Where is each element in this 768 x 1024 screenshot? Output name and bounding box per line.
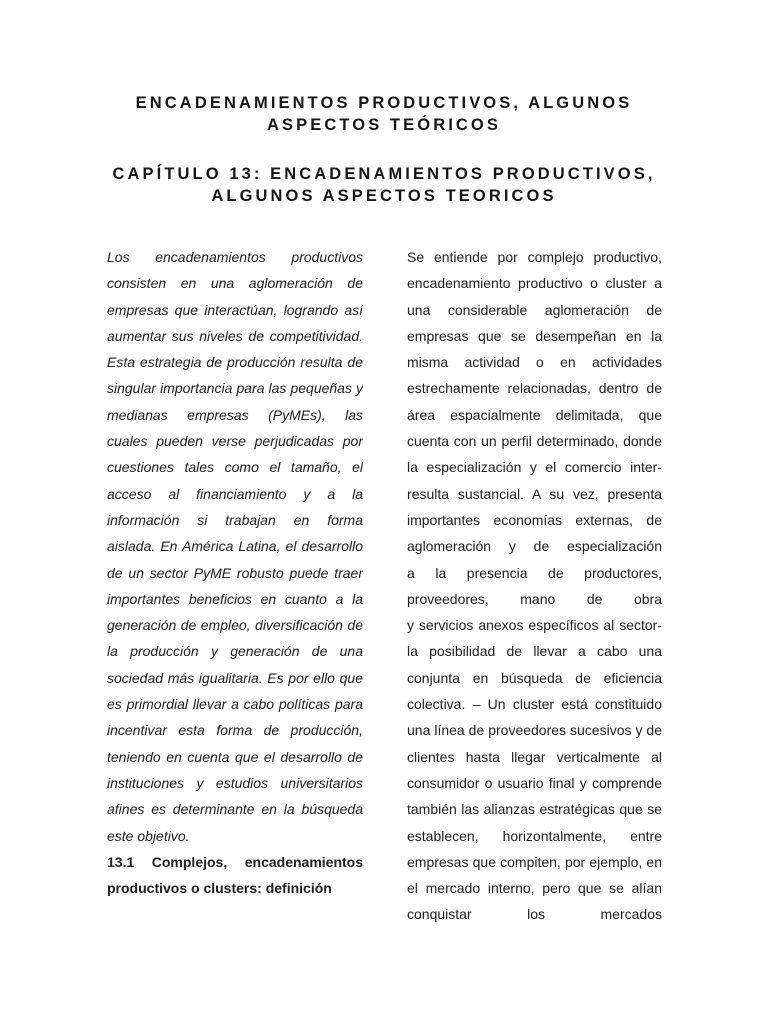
text-line: encadenamiento productivo o cluster a (407, 275, 662, 292)
text-line: teniendo en cuenta que el desarrollo de (107, 748, 363, 765)
text-line: conquistar los mercados (407, 906, 662, 923)
text-line: proveedores, mano de obra (407, 590, 662, 607)
chapter-title-line-2: ALGUNOS ASPECTOS TEORICOS (211, 187, 557, 205)
text-line: una línea de proveedores sucesivos y de (407, 722, 662, 739)
text-line: empresas que se desempeñan en la (407, 327, 662, 344)
section-heading-line-1: 13.1 Complejos, encadenamientos (107, 853, 363, 870)
text-line: consisten en una aglomeración de (107, 275, 363, 292)
text-line: importantes economías externas, de (407, 511, 662, 528)
text-line: empresas que compiten, por ejemplo, en (407, 853, 662, 870)
text-line: incentivar esta forma de producción, (107, 722, 363, 739)
text-line: importantes beneficios en cuanto a la (107, 590, 363, 607)
text-line: singular importancia para las pequeñas y (107, 380, 363, 397)
text-line: medianas empresas (PyMEs), las (107, 406, 363, 423)
text-line: de un sector PyME robusto puede traer (107, 564, 363, 581)
text-line: aumentar sus niveles de competitividad. (107, 327, 363, 344)
text-line: este objetivo. (107, 827, 190, 844)
text-line: resulta sustancial. A su vez, presenta (407, 485, 662, 502)
document-title-line-1: ENCADENAMIENTOS PRODUCTIVOS, ALGUNOS (135, 94, 633, 112)
text-line: la especialización y el comercio inter- (407, 459, 662, 476)
left-text-column (107, 244, 363, 901)
text-line: área espacialmente delimitada, que (407, 406, 662, 423)
text-line: también las alianzas estratégicas que se (407, 801, 662, 818)
text-line: una considerable aglomeración de (407, 301, 662, 318)
text-line: cuestiones tales como el tamaño, el (107, 459, 363, 476)
text-line: generación de empleo, diversificación de (107, 617, 363, 634)
text-line: establecen, horizontalmente, entre (407, 827, 662, 844)
text-line: aglomeración y de especialización (407, 538, 662, 555)
text-line: instituciones y estudios universitarios (107, 774, 363, 791)
text-line: cuenta con un perfil determinado, donde (407, 433, 662, 450)
text-line: consumidor o usuario final y comprende (407, 774, 662, 791)
text-line: información si trabajan en forma (107, 511, 363, 528)
right-text-column (407, 244, 662, 928)
text-line: clientes hasta llegar verticalmente al (407, 748, 662, 765)
text-line: a la presencia de productores, (407, 564, 662, 581)
document-title-line-2: ASPECTOS TEÓRICOS (267, 116, 501, 134)
text-line: afines es determinante en la búsqueda (107, 801, 363, 818)
text-line: el mercado interno, pero que se alían (407, 880, 662, 897)
text-line: aislada. En América Latina, el desarrollo (107, 538, 363, 555)
text-line: misma actividad o en actividades (407, 354, 662, 371)
text-line: conjunta en búsqueda de eficiencia (407, 669, 662, 686)
text-line: la producción y generación de una (107, 643, 363, 660)
text-line: y servicios anexos específicos al sector- (407, 617, 662, 634)
text-line: Se entiende por complejo productivo, (407, 249, 662, 265)
text-line: Los encadenamientos productivos (107, 249, 363, 265)
chapter-title (0, 163, 768, 207)
text-line: colectiva. – Un cluster está constituido (407, 696, 662, 713)
text-line: sociedad más igualitaria. Es por ello que (107, 669, 363, 686)
text-line: la posibilidad de llevar a cabo una (407, 643, 662, 660)
text-line: es primordial llevar a cabo políticas para (107, 696, 363, 713)
chapter-title-line-1: CAPÍTULO 13: ENCADENAMIENTOS PRODUCTIVOS, (112, 165, 656, 183)
text-line: acceso al financiamiento y a la (107, 485, 363, 502)
document-title (0, 92, 768, 136)
text-line: Esta estrategia de producción resulta de (107, 354, 363, 371)
text-line: empresas que interactúan, logrando así (107, 301, 363, 318)
text-line: estrechamente relacionadas, dentro de (407, 380, 662, 397)
section-heading-line-2: productivos o clusters: definición (107, 880, 332, 897)
text-line: cuales pueden verse perjudicadas por (107, 433, 363, 450)
